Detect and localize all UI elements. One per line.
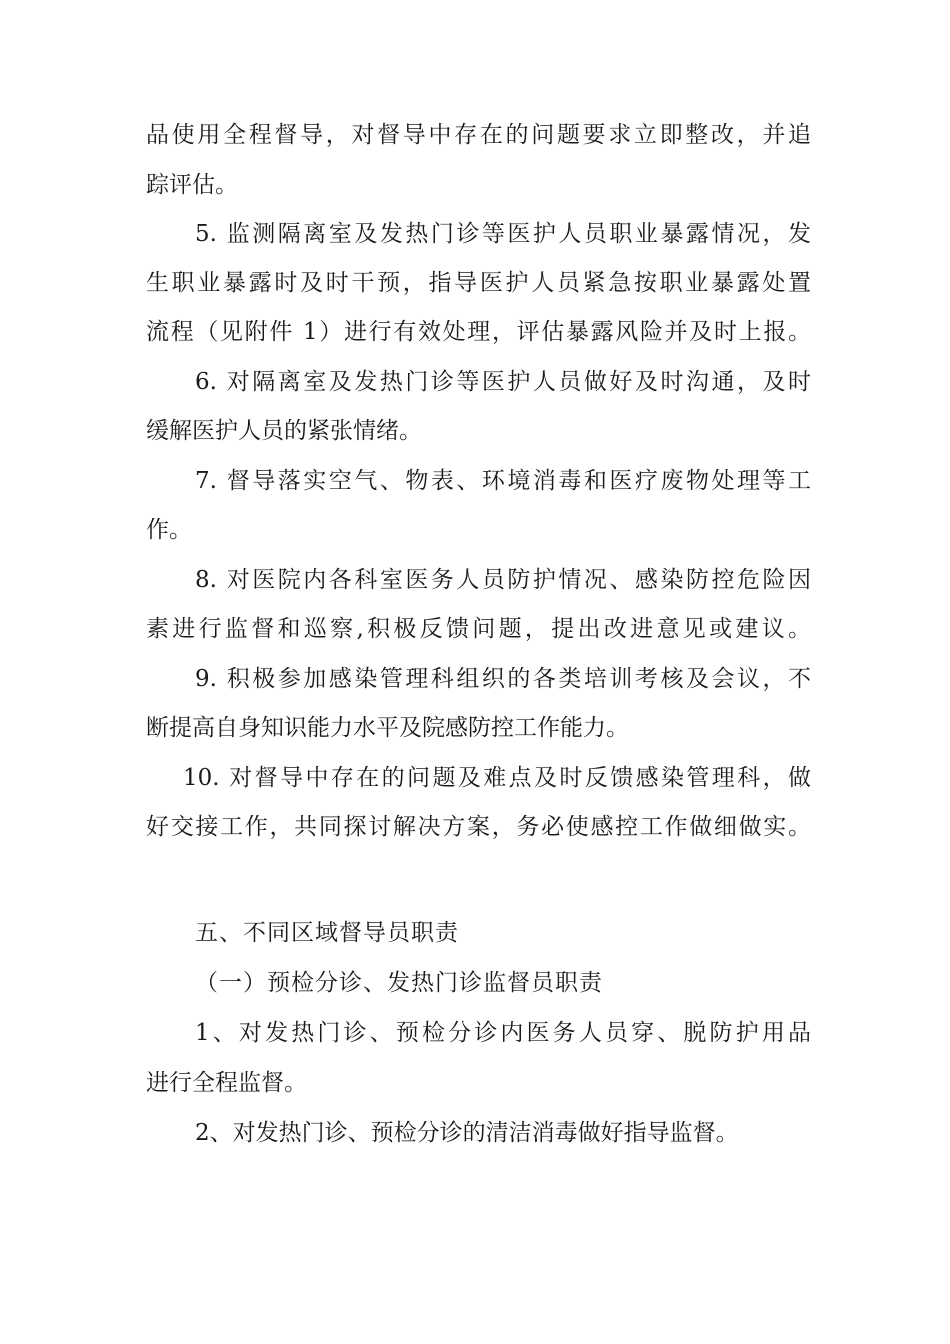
numbered-item-6: 6. 对隔离室及发热门诊等医护人员做好及时沟通，及时 <box>195 369 811 395</box>
text-line: 好交接工作，共同探讨解决方案，务必使感控工作做细做实。 <box>146 814 811 840</box>
text-line: 素进行监督和巡察,积极反馈问题，提出改进意见或建议。 <box>146 616 811 642</box>
text-line: 踪评估。 <box>146 172 238 198</box>
text-line: 生职业暴露时及时干预，指导医护人员紧急按职业暴露处置 <box>146 270 811 296</box>
numbered-item-5: 5. 监测隔离室及发热门诊等医护人员职业暴露情况，发 <box>195 221 811 247</box>
numbered-item-9: 9. 积极参加感染管理科组织的各类培训考核及会议，不 <box>195 666 811 692</box>
text-line: 缓解医护人员的紧张情绪。 <box>146 418 422 444</box>
numbered-item-8: 8. 对医院内各科室医务人员防护情况、感染防控危险因 <box>195 567 811 593</box>
text-line: 进行全程监督。 <box>146 1070 307 1096</box>
numbered-item-10: 10. 对督导中存在的问题及难点及时反馈感染管理科，做 <box>183 765 811 791</box>
text-line: 作。 <box>146 517 192 543</box>
numbered-item-7: 7. 督导落实空气、物表、环境消毒和医疗废物处理等工 <box>195 468 811 494</box>
list-item-2: 2、对发热门诊、预检分诊的清洁消毒做好指导监督。 <box>195 1120 739 1146</box>
section-heading: 五、不同区域督导员职责 <box>195 920 459 946</box>
subsection-heading: （一）预检分诊、发热门诊监督员职责 <box>195 970 603 996</box>
text-line: 断提高自身知识能力水平及院感防控工作能力。 <box>146 715 629 741</box>
list-item-1: 1、对发热门诊、预检分诊内医务人员穿、脱防护用品 <box>195 1020 811 1046</box>
text-line: 流程（见附件 1）进行有效处理，评估暴露风险并及时上报。 <box>146 319 811 345</box>
text-line: 品使用全程督导，对督导中存在的问题要求立即整改，并追 <box>146 122 811 148</box>
